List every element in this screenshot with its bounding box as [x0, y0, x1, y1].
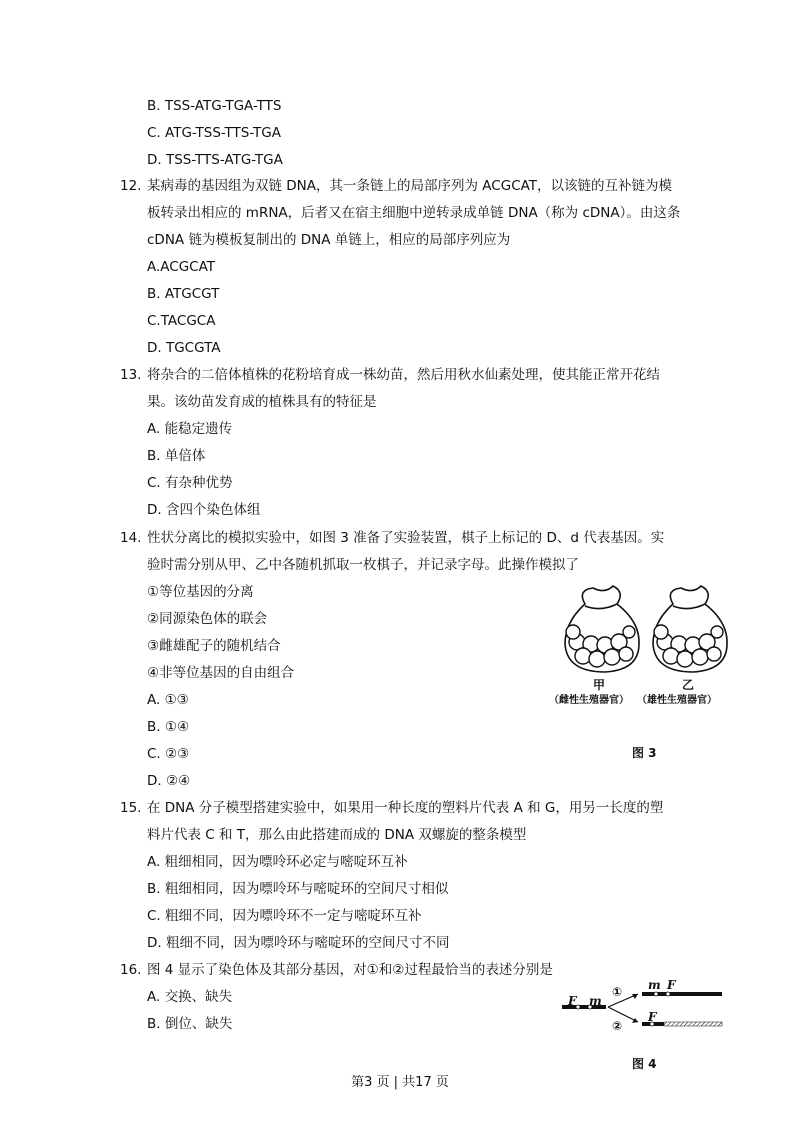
q12-stem-line1: 某病毒的基因组为双链 DNA，其一条链上的局部序列为 ACGCAT，以该链的互补链为模 — [147, 178, 673, 194]
q15-stem-line1: 在 DNA 分子模型搭建实验中，如果用一种长度的塑料片代表 A 和 G，用另一长度的塑 — [147, 800, 664, 816]
q14-item-4: ④非等位基因的自由组合 — [147, 665, 295, 681]
fig4-step-2: ② — [612, 1019, 623, 1033]
fig4-result2-F: F — [648, 1010, 657, 1024]
q14-number: 14. — [120, 530, 142, 546]
q12-option-b: B. ATGCGT — [147, 286, 220, 302]
q16-option-b: B. 倒位、缺失 — [147, 1016, 233, 1032]
q15-option-d: D. 粗细不同，因为嘌呤环与嘧啶环的空间尺寸不同 — [147, 935, 450, 951]
q15-option-c: C. 粗细不同，因为嘌呤环不一定与嘧啶环互补 — [147, 908, 422, 924]
q16-option-a: A. 交换、缺失 — [147, 989, 233, 1005]
q11-option-b: B. TSS-ATG-TGA-TTS — [147, 98, 282, 114]
q16-number: 16. — [120, 962, 142, 978]
q13-stem-line2: 果。该幼苗发育成的植株具有的特征是 — [147, 394, 377, 410]
q12-option-c: C.TACGCA — [147, 313, 216, 329]
figure-3-bags — [555, 582, 730, 682]
q14-option-c: C. ②③ — [147, 746, 190, 762]
fig4-step-1: ① — [612, 985, 623, 999]
q11-option-d: D. TSS-TTS-ATG-TGA — [147, 152, 283, 168]
fig3-left-name: 甲 — [593, 678, 606, 692]
fig4-gene-F: F — [568, 994, 577, 1008]
q12-option-a: A.ACGCAT — [147, 259, 216, 275]
q14-option-b: B. ①④ — [147, 719, 190, 735]
q14-item-2: ②同源染色体的联会 — [147, 611, 268, 627]
q15-stem-line2: 料片代表 C 和 T，那么由此搭建而成的 DNA 双螺旋的整条模型 — [147, 827, 527, 843]
q15-option-a: A. 粗细相同，因为嘌呤环必定与嘧啶环互补 — [147, 854, 408, 870]
q14-option-a: A. ①③ — [147, 692, 189, 708]
page-footer: 第3 页 | 共17 页 — [351, 1075, 449, 1090]
q13-option-d: D. 含四个染色体组 — [147, 502, 261, 518]
fig3-left-caption: （雌性生殖器官） — [549, 695, 629, 706]
q13-number: 13. — [120, 367, 142, 383]
q11-option-c: C. ATG-TSS-TTS-TGA — [147, 125, 281, 141]
fig3-title: 图 3 — [632, 746, 657, 760]
q16-stem-line1: 图 4 显示了染色体及其部分基因，对①和②过程最恰当的表述分别是 — [147, 962, 553, 978]
fig4-result1-m: m — [648, 978, 661, 992]
q15-option-b: B. 粗细相同，因为嘌呤环与嘧啶环的空间尺寸相似 — [147, 881, 449, 897]
fig4-title: 图 4 — [632, 1057, 657, 1071]
q13-option-a: A. 能稳定遗传 — [147, 421, 233, 437]
bag-left-icon — [565, 586, 639, 672]
bag-right-icon — [653, 586, 727, 672]
q13-stem-line1: 将杂合的二倍体植株的花粉培育成一株幼苗，然后用秋水仙素处理，使其能正常开花结 — [147, 367, 660, 383]
q14-option-d: D. ②④ — [147, 773, 191, 789]
fig4-result1-F: F — [667, 978, 676, 992]
figure-4-chromosome — [560, 980, 730, 1038]
q13-option-b: B. 单倍体 — [147, 448, 206, 464]
q12-number: 12. — [120, 178, 142, 194]
q14-item-3: ③雌雄配子的随机结合 — [147, 638, 281, 654]
q12-option-d: D. TGCGTA — [147, 340, 221, 356]
fig4-gene-m: m — [589, 994, 602, 1008]
q13-option-c: C. 有杂种优势 — [147, 475, 233, 491]
q12-stem-line2: 板转录出相应的 mRNA，后者又在宿主细胞中逆转录成单链 DNA（称为 cDNA）。由这条 — [147, 205, 681, 221]
q14-stem-line2: 验时需分别从甲、乙中各随机抓取一枚棋子，并记录字母。此操作模拟了 — [147, 557, 579, 573]
q15-number: 15. — [120, 800, 142, 816]
q14-stem-line1: 性状分离比的模拟实验中，如图 3 准备了实验装置，棋子上标记的 D、d 代表基因。实 — [147, 530, 665, 546]
q12-stem-line3: cDNA 链为模板复制出的 DNA 单链上，相应的局部序列应为 — [147, 232, 511, 248]
q14-item-1: ①等位基因的分离 — [147, 584, 254, 600]
fig3-right-caption: （雄性生殖器官） — [637, 695, 717, 706]
fig3-right-name: 乙 — [682, 678, 695, 692]
